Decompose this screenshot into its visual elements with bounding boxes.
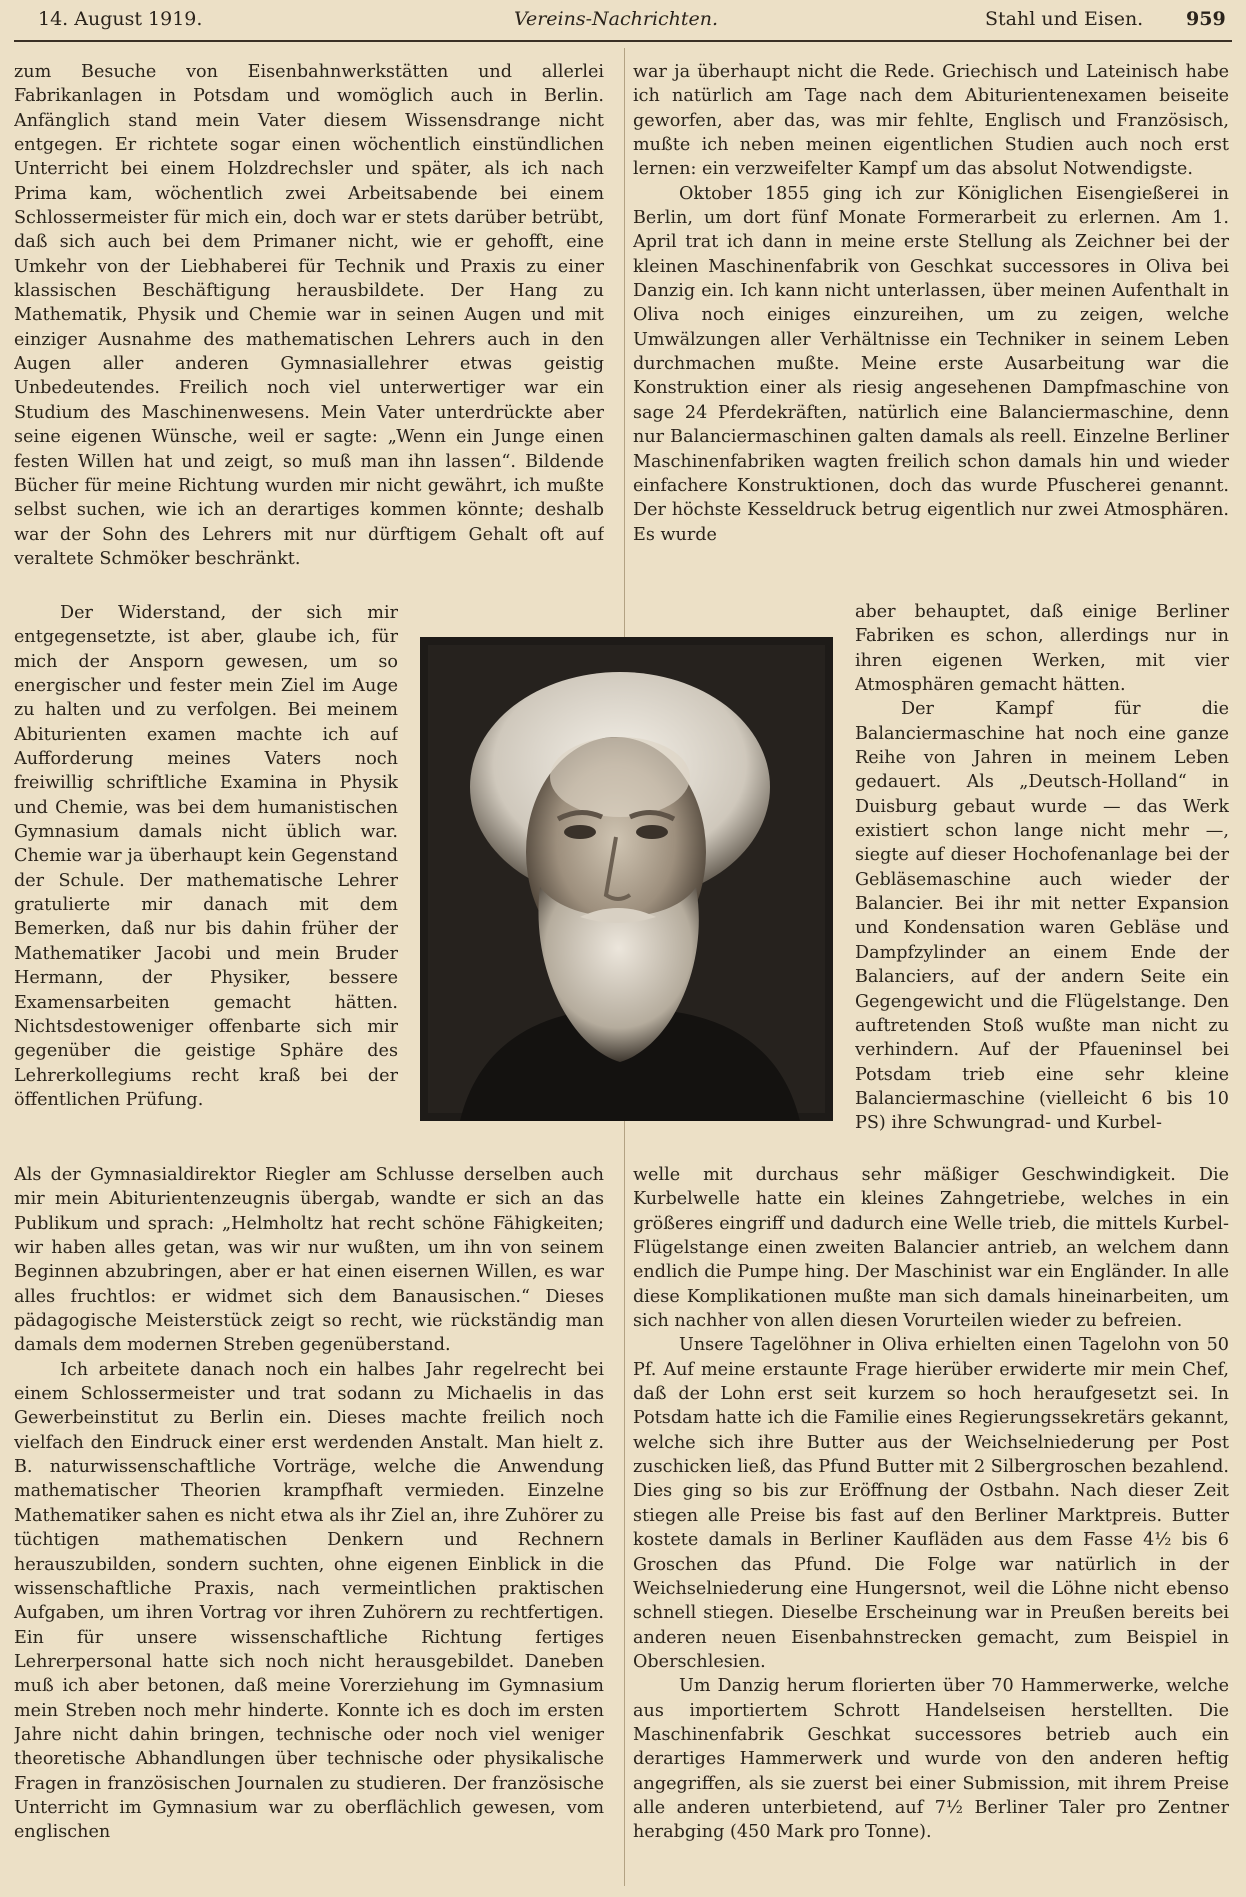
right-column-top [633, 60, 1229, 595]
left-column-beside-portrait [14, 601, 398, 1161]
paragraph: Unsere Tagelöhner in Oliva erhielten einen Tagelohn von 50 Pf. Auf meine erstaunte Frage hierüber erwiderte mir mein Chef, daß der Lohn erst seit kurzem so hoch heraufgesetzt sei. In Potsdam hatte ich die Familie eines Regierungssekretärs gekannt, welche sich ihre Butter aus der Weichselniederung per Post zuschicken ließ, das Pfund Butter mit 2 Silbergroschen bezahlend. Dies ging so bis zur Eröffnung der Ostbahn. Nach dieser Zeit stiegen alle Preise bis fast auf den Berliner Marktpreis. Butter kostete damals in Berliner Kaufläden aus dem Fasse 4½ bis 6 Groschen das Pfund. Die Folge war natürlich in der Weichselniederung eine Hungersnot, weil die Löhne nicht ebenso schnell stiegen. Dieselbe Erscheinung war in Preußen bereits bei anderen neuen Eisenbahnstrecken gemacht, zum Beispiel in Oberschlesien. [633, 1335, 1229, 1672]
header-page-number: 959 [1186, 8, 1226, 30]
right-column-beside-portrait [855, 600, 1229, 1162]
header-journal-title: Stahl und Eisen. [985, 8, 1144, 30]
paragraph: Oktober 1855 ging ich zur Königlichen Eisengießerei in Berlin, um dort fünf Monate Formerarbeit zu erlernen. Am 1. April trat ich dann in meine erste Stellung als Zeichner bei der kleinen Maschinenfabrik von Geschkat successores in Oliva bei Danzig ein. Ich kann nicht unterlassen, über meinen Aufenthalt in Oliva noch einiges einzureihen, um zu zeigen, welche Umwälzungen aller Verhältnisse ein Techniker in seinem Leben durchmachen mußte. Meine erste Ausarbeitung war die Konstruktion einer als riesig angesehenen Dampfmaschine von sage 24 Pferdekräften, natürlich eine Balanciermaschine, denn nur Balanciermaschinen galten damals als reell. Einzelne Berliner Maschinenfabriken wagten freilich schon damals hin und wieder einfachere Konstruktionen, doch das wurde Pfuscherei genannt. Der höchste Kesseldruck betrug eigentlich nur zwei Atmosphären. Es wurde [633, 183, 1229, 545]
portrait-photograph [420, 637, 833, 1121]
paragraph: aber behauptet, daß einige Berliner Fabriken es schon, allerdings nur in ihren eigenen Werken, mit vier Atmosphären gemacht hätten. [855, 602, 1229, 696]
paragraph: war ja überhaupt nicht die Rede. Griechisch und Lateinisch habe ich natürlich am Tage nach dem Abiturientenexamen beiseite geworfen, aber das, was mir fehlte, Englisch und Französisch, mußte ich neben meinen eigentlichen Studien auch noch erst lernen: ein verzweifelter Kampf um das absolut Notwendigste. [633, 62, 1229, 180]
left-column-top [14, 60, 604, 596]
right-column-bottom [633, 1163, 1229, 1885]
header-rule [14, 40, 1232, 42]
left-column-bottom [14, 1163, 604, 1885]
paragraph: Als der Gymnasialdirektor Riegler am Schlusse derselben auch mir mein Abiturientenzeugnis übergab, wandte er sich an das Publikum und sprach: „Helmholtz hat recht schöne Fähigkeiten; wir haben alles getan, was wir nur wußten, um ihn von seinem Beginnen abzubringen, aber er hat einen eisernen Willen, es war alles fruchtlos: er widmet sich dem Banausischen.“ Dieses pädagogische Meisterstück zeigt so recht, wie rückständig man damals dem modernen Streben gegenüberstand. [14, 1165, 604, 1356]
page-header [38, 8, 1226, 38]
header-date: 14. August 1919. [38, 8, 203, 30]
paragraph: Der Widerstand, der sich mir entgegensetzte, ist aber, glaube ich, für mich der Ansporn gewesen, um so energischer und fester mein Ziel im Auge zu halten und zu verfolgen. Bei meinem Abiturienten examen machte ich auf Aufforderung meines Vaters noch freiwillig schriftliche Examina in Physik und Chemie, was bei dem humanistischen Gymnasium damals nicht üblich war. Chemie war ja überhaupt kein Gegenstand der Schule. Der mathematische Lehrer gratulierte mir danach mit dem Bemerken, daß nur bis dahin früher der Mathematiker Jacobi und mein Bruder Hermann, der Physiker, bessere Examensarbeiten gemacht hätten. Nichtsdestoweniger offenbarte sich mir gegenüber die geistige Sphäre des Lehrerkollegiums recht kraß bei der öffentlichen Prüfung. [14, 603, 398, 1110]
paragraph: welle mit durchaus sehr mäßiger Geschwindigkeit. Die Kurbelwelle hatte ein kleines Zahngetriebe, welches in ein größeres eingriff und dadurch eine Welle trieb, die mittels Kurbel-Flügelstange einen zweiten Balancier antrieb, an welchem dann endlich die Pumpe hing. Der Maschinist war ein Engländer. In alle diese Komplikationen mußte man sich damals hineinarbeiten, um sich nachher von allen diesen Vorurteilen wieder zu befreien. [633, 1165, 1229, 1332]
paragraph: Ich arbeitete danach noch ein halbes Jahr regelrecht bei einem Schlossermeister und trat sodann zu Michaelis in das Gewerbeinstitut zu Berlin ein. Dieses machte freilich noch vielfach den Eindruck einer erst werdenden Anstalt. Man hielt z. B. naturwissenschaftliche Vorträge, welche die Anwendung mathematischer Theorien krampfhaft vermieden. Einzelne Mathematiker sahen es nicht etwa als ihr Ziel an, ihre Zuhörer zu tüchtigen mathematischen Denkern und Rechnern herauszubilden, sondern suchten, ohne eigenen Einblick in die wissenschaftliche Praxis, nach vermeintlichen praktischen Aufgaben, um ihren Vortrag vor ihren Zuhörern zu rechtfertigen. Ein für unsere wissenschaftliche Richtung fertiges Lehrerpersonal hatte sich noch nicht herausgebildet. Daneben muß ich aber betonen, daß meine Vorerziehung im Gymnasium mein Streben noch mehr hinderte. Konnte ich es doch im ersten Jahre nicht dahin bringen, technische oder noch viel weniger theoretische Abhandlungen über technische oder physikalische Fragen in französischen Journalen zu studieren. Der französische Unterricht im Gymnasium war zu oberflächlich gewesen, vom englischen [14, 1359, 604, 1843]
paragraph: Um Danzig herum florierten über 70 Hammerwerke, welche aus importiertem Schrott Handelseisen herstellten. Die Maschinenfabrik Geschkat successores betrieb auch ein derartiges Hammerwerk und wurde von den anderen heftig angegriffen, als sie zuerst bei einer Submission, mit ihrem Preise alle anderen unterbietend, auf 7½ Berliner Taler pro Zentner herabging (450 Mark pro Tonne). [633, 1676, 1229, 1843]
paragraph: zum Besuche von Eisenbahnwerkstätten und allerlei Fabrikanlagen in Potsdam und womöglich auch in Berlin. Anfänglich stand mein Vater diesem Wissensdrange nicht entgegen. Er richtete sogar einen wöchentlich einstündlichen Unterricht bei einem Holzdrechsler und später, als ich nach Prima kam, wöchentlich zwei Arbeitsabende bei einem Schlossermeister für mich ein, doch war er stets darüber betrübt, daß sich auch bei dem Primaner nicht, wie er gehofft, eine Umkehr von der Liebhaberei für Technik und Praxis zu einer klassischen Beschäftigung herausbildete. Der Hang zu Mathematik, Physik und Chemie war in seinen Augen und mit einziger Ausnahme des mathematischen Lehrers auch in den Augen aller anderen Gymnasiallehrer etwas geistig Unbedeutendes. Freilich noch viel unterwertiger war ein Studium des Maschinenwesens. Mein Vater unterdrückte aber seine eigenen Wünsche, weil er sagte: „Wenn ein Junge einen festen Willen hat und zeigt, so muß man ihn lassen“. Bildende Bücher für meine Richtung wurden mir nicht gewährt, ich mußte selbst suchen, wie ich an derartiges kommen könnte; deshalb war der Sohn des Lehrers mit nur dürftigem Gehalt oft auf veraltete Schmöker beschränkt. [14, 62, 604, 569]
header-section-title: Vereins-Nachrichten. [514, 8, 719, 30]
paragraph: Der Kampf für die Balanciermaschine hat noch eine ganze Reihe von Jahren in meinem Leben gedauert. Als „Deutsch-Holland“ in Duisburg gebaut wurde — das Werk existiert schon lange nicht mehr —, siegte auf dieser Hochofenanlage bei der Gebläsemaschine auch wieder der Balancier. Bei ihr mit netter Expansion und Kondensation waren Gebläse und Dampfzylinder an einem Ende der Balanciers, auf der andern Seite ein Gegengewicht und die Flügelstange. Den auftretenden Stoß wußte man nicht zu verhindern. Auf der Pfaueninsel bei Potsdam trieb eine sehr kleine Balanciermaschine (vielleicht 6 bis 10 PS) ihre Schwungrad- und Kurbel- [855, 699, 1229, 1134]
